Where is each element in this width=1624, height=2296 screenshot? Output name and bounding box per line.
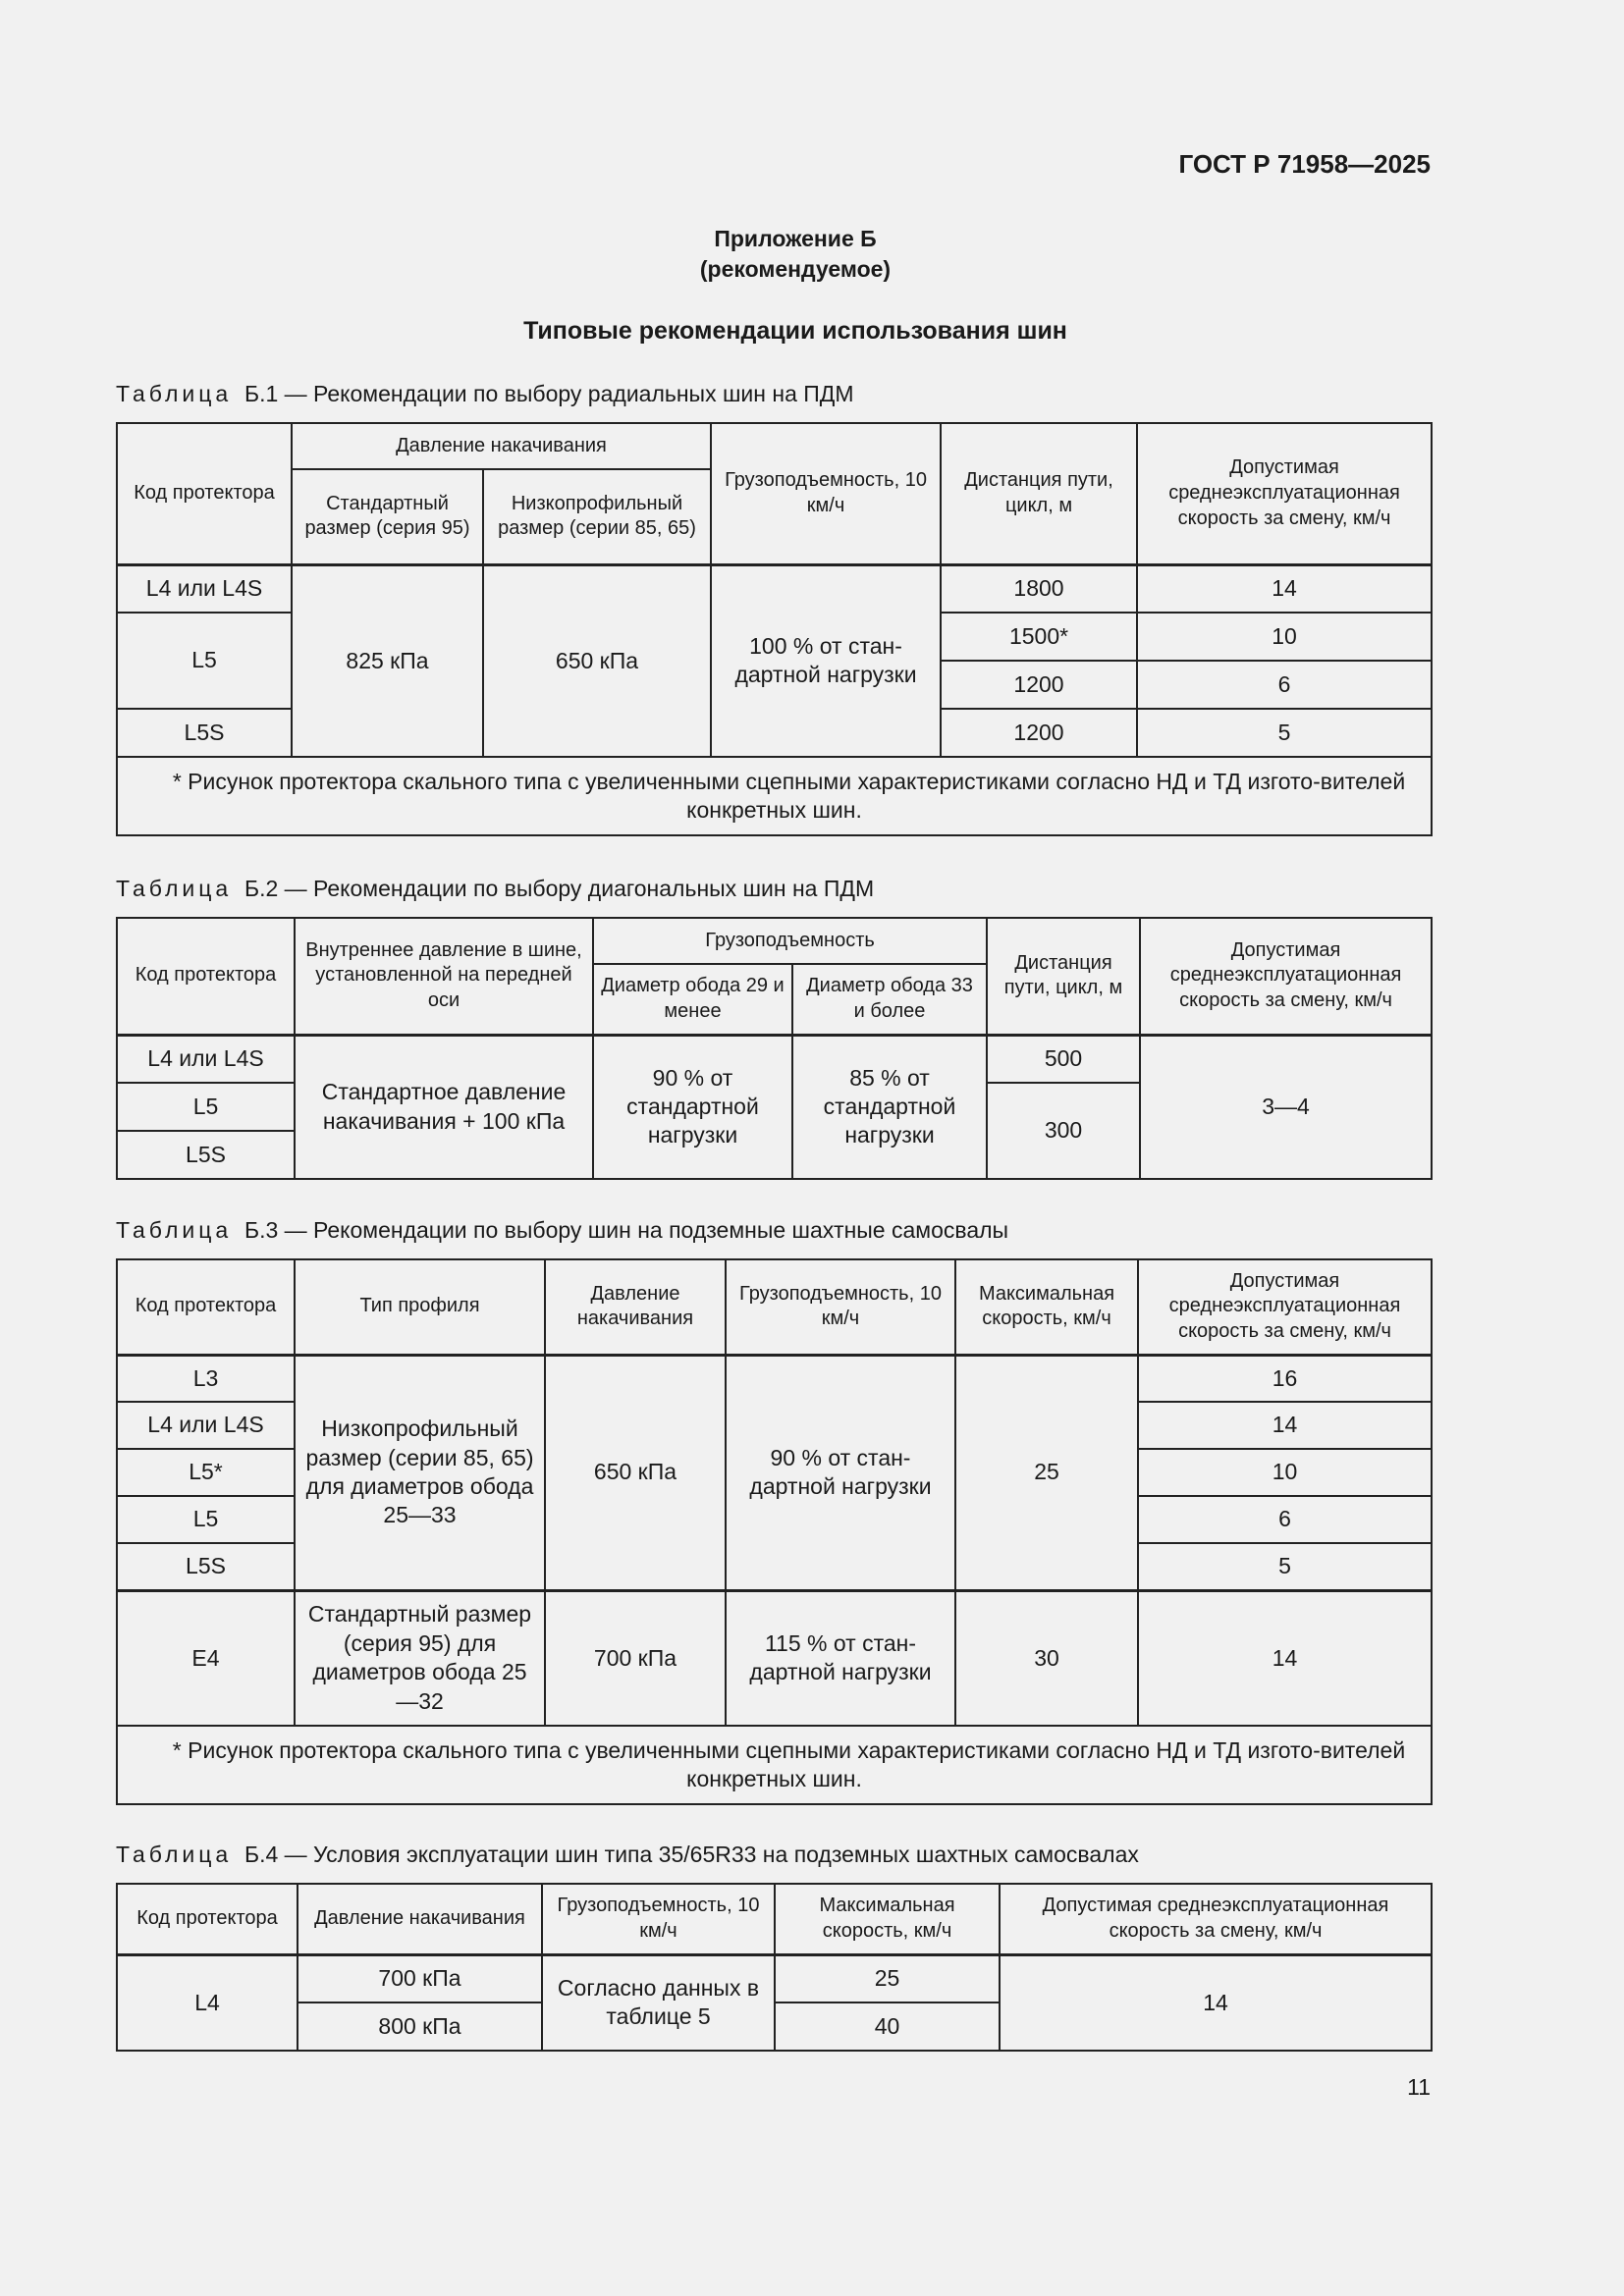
table2-pressure-value: Стандартное давление накачивания + 100 кПа xyxy=(295,1035,593,1179)
table3-e4-profile: Стандартный размер (серия 95) для диаметров обода 25—32 xyxy=(295,1590,545,1726)
table3-code-cell: L3 xyxy=(117,1355,295,1402)
table3-e4-code: E4 xyxy=(117,1590,295,1726)
appendix-heading xyxy=(0,224,1591,285)
table3-footnote: * Рисунок протектора скального типа с увеличенными сцепными характеристиками согласно НД и ТД изгото-вителей конкретных шин. xyxy=(117,1726,1432,1804)
table2-speed-value: 3—4 xyxy=(1140,1035,1432,1179)
table1-distance-cell: 1200 xyxy=(941,661,1137,709)
table3-code-cell: L4 или L4S xyxy=(117,1402,295,1449)
table3-code-cell: L5* xyxy=(117,1449,295,1496)
table3-speed-cell: 6 xyxy=(1138,1496,1432,1543)
table4-pressure-cell: 700 кПа xyxy=(298,1954,542,2002)
table3-profile-low: Низкопрофильный размер (серии 85, 65) для диаметров обода 25—33 xyxy=(295,1355,545,1590)
table3-code-cell: L5S xyxy=(117,1543,295,1590)
table2-caption-prefix: Таблица xyxy=(116,876,233,901)
table2-header-speed: Допустимая среднеэксплуатационная скорость за смену, км/ч xyxy=(1140,918,1432,1035)
table1-footnote: * Рисунок протектора скального типа с увеличенными сцепными характеристиками согласно НД и ТД изгото-вителей конкретных шин. xyxy=(117,757,1432,835)
table3-caption xyxy=(116,1217,1008,1244)
table2-header-rim33: Диаметр обода 33 и более xyxy=(792,964,987,1035)
table3-pressure-low: 650 кПа xyxy=(545,1355,726,1590)
standard-number: ГОСТ Р 71958—2025 xyxy=(1178,149,1431,179)
table2-header-code: Код протектора xyxy=(117,918,295,1035)
table-b3 xyxy=(116,1258,1433,1805)
table1-header-speed: Допустимая среднеэксплуатационная скорость за смену, км/ч xyxy=(1137,423,1432,564)
table3-header-code: Код протектора xyxy=(117,1259,295,1355)
table4-caption xyxy=(116,1842,1139,1868)
table4-max-speed-cell: 25 xyxy=(775,1954,1000,2002)
table1-header-std-size: Стандартный размер (серия 95) xyxy=(292,469,483,564)
table3-header-capacity: Грузоподъемность, 10 км/ч xyxy=(726,1259,955,1355)
table1-speed-cell: 10 xyxy=(1137,613,1432,661)
table3-e4-capacity: 115 % от стан-дартной нагрузки xyxy=(726,1590,955,1726)
table3-max-speed-low: 25 xyxy=(955,1355,1138,1590)
table1-header-pressure: Давление накачивания xyxy=(292,423,711,469)
table4-header-capacity: Грузоподъемность, 10 км/ч xyxy=(542,1884,775,1954)
table4-caption-prefix: Таблица xyxy=(116,1842,233,1867)
table1-low-pressure: 650 кПа xyxy=(483,564,711,757)
table4-max-speed-cell: 40 xyxy=(775,2002,1000,2051)
table1-header-code: Код протектора xyxy=(117,423,292,564)
table2-header-rim29: Диаметр обода 29 и менее xyxy=(593,964,792,1035)
table-b2 xyxy=(116,917,1433,1180)
table3-speed-cell: 14 xyxy=(1138,1402,1432,1449)
table2-rim33-value: 85 % от стандартной нагрузки xyxy=(792,1035,987,1179)
table4-capacity-value: Согласно данных в таблице 5 xyxy=(542,1954,775,2051)
table-b1 xyxy=(116,422,1433,836)
appendix-title: Приложение Б xyxy=(714,226,877,251)
table3-code-cell: L5 xyxy=(117,1496,295,1543)
table4-header-speed: Допустимая среднеэксплуатационная скорость за смену, км/ч xyxy=(1000,1884,1432,1954)
table3-speed-cell: 5 xyxy=(1138,1543,1432,1590)
table2-caption-text: Б.2 — Рекомендации по выбору диагональных шин на ПДМ xyxy=(244,876,875,901)
table3-speed-cell: 16 xyxy=(1138,1355,1432,1402)
document-title: Типовые рекомендации использования шин xyxy=(523,317,1067,345)
table3-e4-pressure: 700 кПа xyxy=(545,1590,726,1726)
table2-header-pressure: Внутреннее давление в шине, установленной на передней оси xyxy=(295,918,593,1035)
table1-code-cell: L5 xyxy=(117,613,292,709)
table3-speed-cell: 10 xyxy=(1138,1449,1432,1496)
page-number: 11 xyxy=(1407,2074,1431,2100)
table1-distance-cell: 1800 xyxy=(941,564,1137,613)
table3-caption-prefix: Таблица xyxy=(116,1217,233,1243)
table3-e4-speed: 14 xyxy=(1138,1590,1432,1726)
table1-caption-text: Б.1 — Рекомендации по выбору радиальных шин на ПДМ xyxy=(244,381,854,406)
table4-code: L4 xyxy=(117,1954,298,2051)
table3-e4-max-speed: 30 xyxy=(955,1590,1138,1726)
table2-distance-cell: 300 xyxy=(987,1083,1140,1179)
table3-header-max-speed: Максимальная скорость, км/ч xyxy=(955,1259,1138,1355)
table1-caption xyxy=(116,381,854,407)
appendix-status: (рекомендуемое) xyxy=(699,256,892,282)
table2-distance-cell: 500 xyxy=(987,1035,1140,1083)
table1-speed-cell: 6 xyxy=(1137,661,1432,709)
table1-header-distance: Дистанция пути, цикл, м xyxy=(941,423,1137,564)
table3-header-speed: Допустимая среднеэксплуатационная скорость за смену, км/ч xyxy=(1138,1259,1432,1355)
table1-distance-cell: 1200 xyxy=(941,709,1137,757)
table3-capacity-low: 90 % от стан-дартной нагрузки xyxy=(726,1355,955,1590)
table-b4 xyxy=(116,1883,1433,2052)
table4-pressure-cell: 800 кПа xyxy=(298,2002,542,2051)
table2-header-capacity: Грузоподъемность xyxy=(593,918,987,964)
table1-distance-cell: 1500* xyxy=(941,613,1137,661)
table4-header-max-speed: Максимальная скорость, км/ч xyxy=(775,1884,1000,1954)
table2-code-cell: L5 xyxy=(117,1083,295,1131)
table1-header-low-size: Низкопрофильный размер (серии 85, 65) xyxy=(483,469,711,564)
table2-code-cell: L4 или L4S xyxy=(117,1035,295,1083)
table1-header-capacity: Грузоподъемность, 10 км/ч xyxy=(711,423,941,564)
table1-capacity-value: 100 % от стан-дартной нагрузки xyxy=(711,564,941,757)
table2-rim29-value: 90 % от стандартной нагрузки xyxy=(593,1035,792,1179)
table4-header-code: Код протектора xyxy=(117,1884,298,1954)
table1-code-cell: L4 или L4S xyxy=(117,564,292,613)
table2-code-cell: L5S xyxy=(117,1131,295,1179)
table1-caption-prefix: Таблица xyxy=(116,381,233,406)
table1-speed-cell: 14 xyxy=(1137,564,1432,613)
table1-speed-cell: 5 xyxy=(1137,709,1432,757)
table4-caption-text: Б.4 — Условия эксплуатации шин типа 35/65R33 на подземных шахтных самосвалах xyxy=(244,1842,1139,1867)
table1-std-pressure: 825 кПа xyxy=(292,564,483,757)
table4-speed-value: 14 xyxy=(1000,1954,1432,2051)
table3-header-pressure: Давление накачивания xyxy=(545,1259,726,1355)
table2-caption xyxy=(116,876,874,902)
table3-header-profile: Тип профиля xyxy=(295,1259,545,1355)
table4-header-pressure: Давление накачивания xyxy=(298,1884,542,1954)
table2-header-distance: Дистанция пути, цикл, м xyxy=(987,918,1140,1035)
table1-code-cell: L5S xyxy=(117,709,292,757)
table3-caption-text: Б.3 — Рекомендации по выбору шин на подземные шахтные самосвалы xyxy=(244,1217,1009,1243)
